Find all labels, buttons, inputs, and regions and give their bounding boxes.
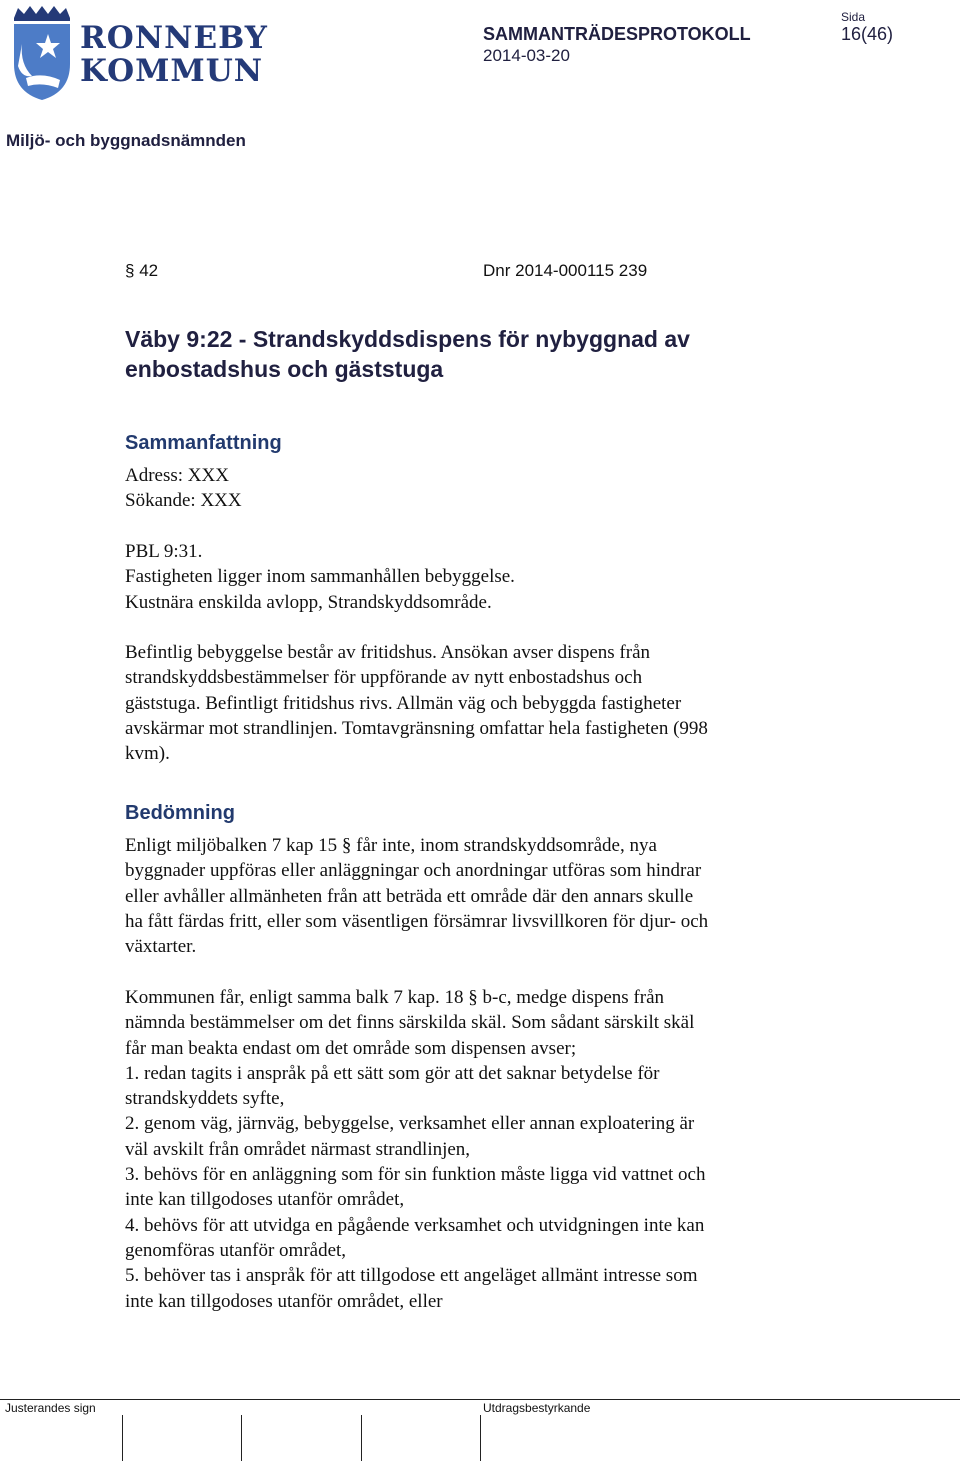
list-item: 2. genom väg, järnväg, bebyggelse, verksamhet eller annan exploatering är [125, 1113, 695, 1135]
case-title [125, 324, 845, 384]
logo-wordmark [80, 22, 268, 88]
assessment-line: Kommunen får, enligt samma balk 7 kap. 18 § b-c, medge dispens från [125, 987, 665, 1008]
list-item: 1. redan tagits i anspråk på ett sätt som gör att det saknar betydelse för [125, 1062, 660, 1084]
page-label: Sida [841, 10, 866, 24]
list-item-continuation: genomföras utanför området, [125, 1239, 347, 1261]
summary-facts [125, 539, 845, 615]
assessment-line: eller avhåller allmänheten från att beträda ett område där den annars skulle [125, 885, 694, 907]
list-item-continuation: strandskyddets syfte, [125, 1088, 285, 1110]
signature-label: Justerandes sign [5, 1401, 96, 1415]
summary-line: kvm). [125, 743, 170, 765]
case-number: Dnr 2014-000115 239 [483, 261, 648, 280]
assessment-heading: Bedömning [125, 802, 235, 824]
footer-divider [0, 1399, 960, 1400]
committee-name: Miljö- och byggnadsnämnden [6, 131, 246, 150]
signature-box-divider [241, 1415, 242, 1461]
case-title-line-2: enbostadshus och gäststuga [125, 356, 444, 382]
list-item-continuation: väl avskilt från området närmast strandlinjen, [125, 1138, 471, 1160]
summary-line: Befintlig bebyggelse består av fritidshus. Ansökan avser dispens från [125, 642, 651, 663]
signature-box-divider [361, 1415, 362, 1461]
assessment-line: nämnda bestämmelser om det finns särskilda skäl. Som sådant särskilt skäl [125, 1012, 695, 1034]
assessment-paragraph-2 [125, 985, 845, 1314]
summary-line: strandskyddsbestämmelser för uppförande av nytt enbostadshus och [125, 667, 643, 689]
applicant-line: Sökande: XXX [125, 490, 242, 512]
section-sign-icon: § [125, 261, 135, 280]
assessment-line: byggnader uppföras eller anläggningar och anordningar utföras som hindrar [125, 860, 702, 882]
assessment-line: ha fått färdas fritt, eller som väsentligen försämrar livsvillkoren för djur- och [125, 910, 709, 932]
summary-line: PBL 9:31. [125, 541, 203, 562]
assessment-line: växtarter. [125, 936, 197, 958]
address-line: Adress: XXX [125, 465, 229, 486]
paragraph-number: 42 [139, 261, 159, 280]
list-item: 3. behövs för en anläggning som för sin funktion måste ligga vid vattnet och [125, 1164, 706, 1186]
assessment-paragraph-1 [125, 833, 845, 959]
list-item: 4. behövs för att utvidga en pågående verksamhet och utvidgningen inte kan [125, 1214, 705, 1236]
summary-heading: Sammanfattning [125, 432, 282, 454]
summary-identity [125, 463, 845, 514]
summary-line: avskärmar mot strandlinjen. Tomtavgränsning omfattar hela fastigheten (998 [125, 717, 708, 739]
list-item-continuation: inte kan tillgodoses utanför området, eller [125, 1290, 443, 1312]
coat-of-arms-icon [14, 6, 70, 100]
extract-certification-label: Utdragsbestyrkande [483, 1401, 591, 1415]
summary-line: Kustnära enskilda avlopp, Strandskyddsområde. [125, 591, 492, 613]
page-number: 16(46) [841, 24, 894, 44]
assessment-line: får man beakta endast om det område som dispensen avser; [125, 1037, 577, 1059]
logo-line-2: KOMMUN [80, 53, 264, 89]
signature-box-divider [480, 1415, 481, 1461]
logo-line-1: RONNEBY [80, 20, 268, 56]
list-item-continuation: inte kan tillgodoses utanför området, [125, 1189, 405, 1211]
case-title-line-1: Väby 9:22 - Strandskyddsdispens för nybyggnad av [125, 326, 690, 352]
signature-box-divider [122, 1415, 123, 1461]
summary-description [125, 640, 845, 766]
paragraph-reference [125, 261, 158, 281]
assessment-line: Enligt miljöbalken 7 kap 15 § får inte, inom strandskyddsområde, nya [125, 835, 657, 856]
protocol-title: SAMMANTRÄDESPROTOKOLL [483, 24, 751, 44]
summary-line: gäststuga. Befintligt fritidshus rivs. Allmän väg och bebyggda fastigheter [125, 692, 682, 714]
list-item: 5. behöver tas i anspråk för att tillgodose ett angeläget allmänt intresse som [125, 1265, 698, 1287]
protocol-date: 2014-03-20 [483, 46, 570, 65]
summary-line: Fastigheten ligger inom sammanhållen bebyggelse. [125, 566, 515, 588]
